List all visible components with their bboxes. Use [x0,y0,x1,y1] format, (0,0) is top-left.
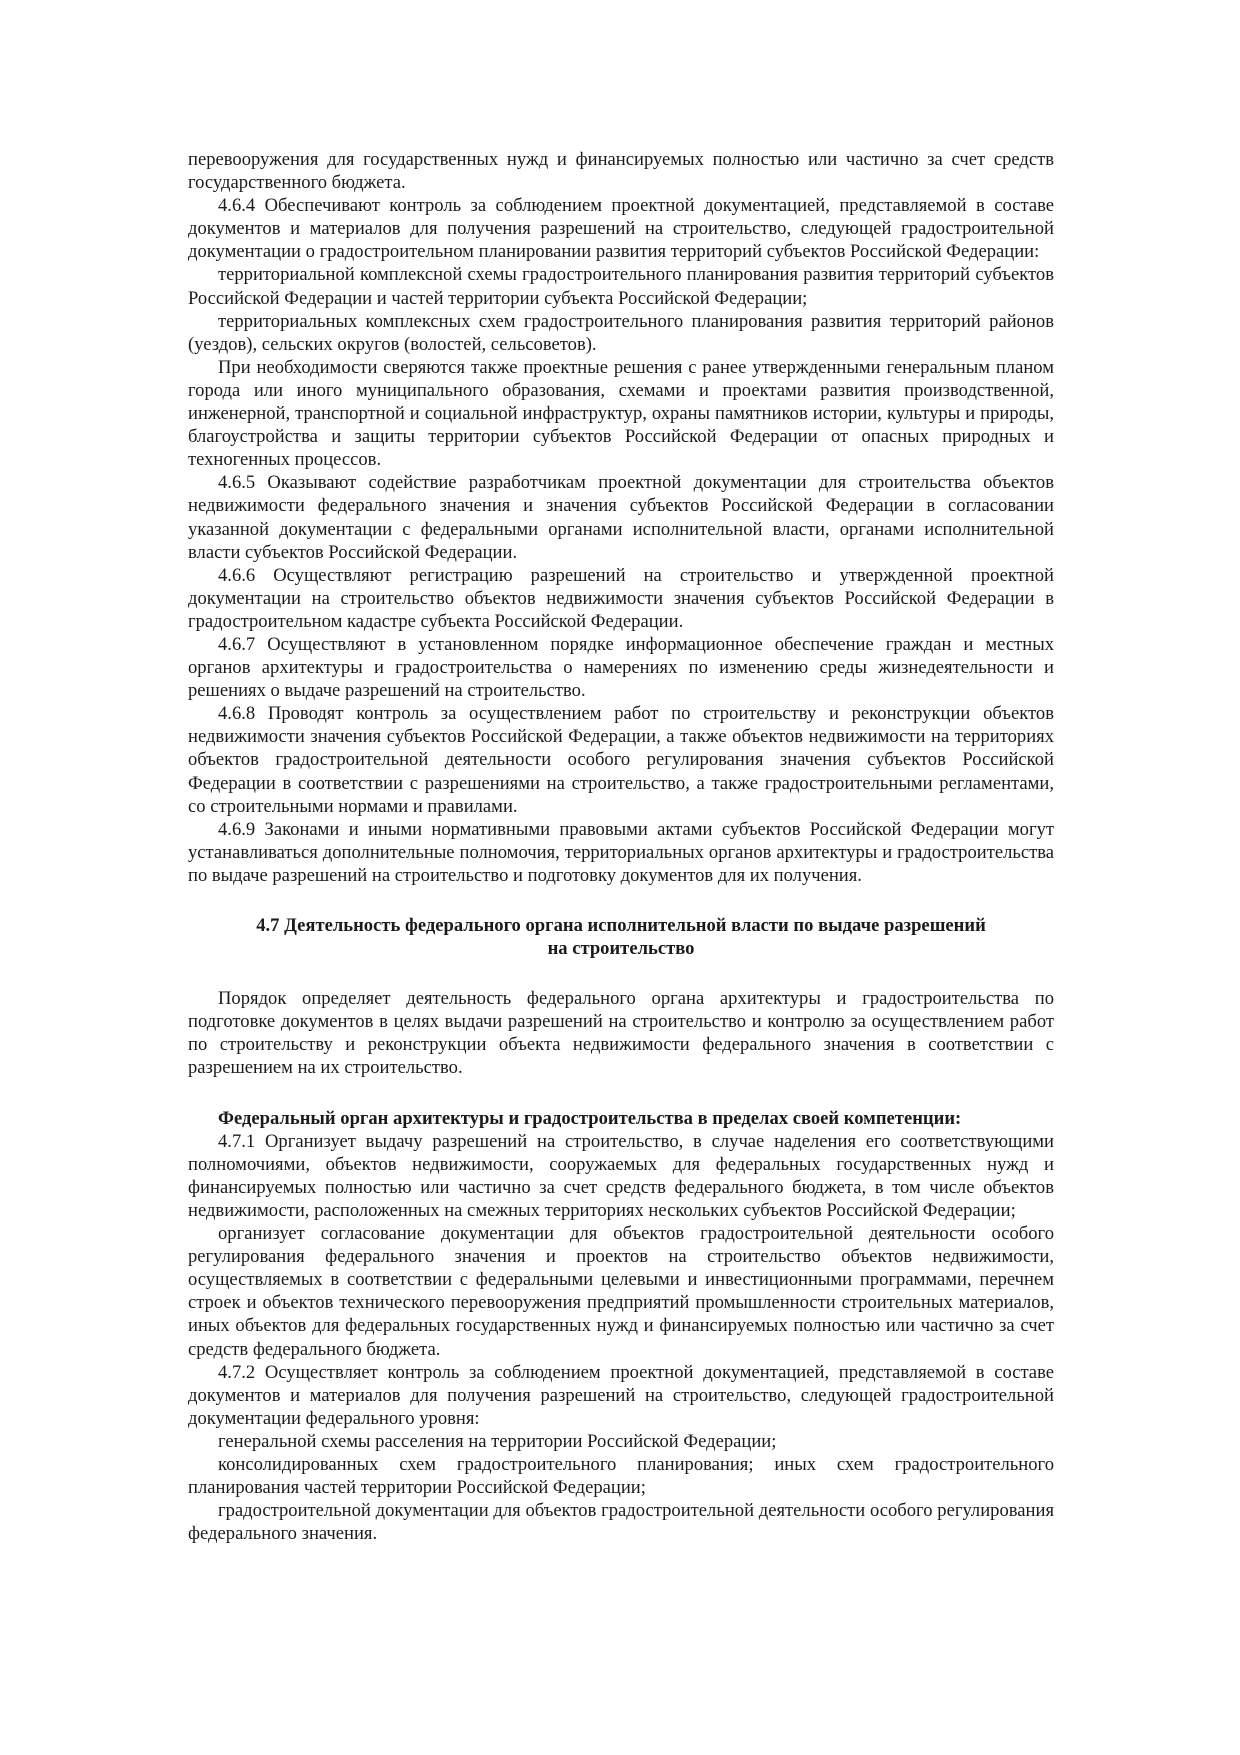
paragraph-note: При необходимости сверяются также проектные решения с ранее утвержденными генеральным планом города или иного муниципального образования, схемами и проектами развития производственной, инженерной, транспортной и социальной инфраструктур, охраны памятников истории, культуры и природы, благоустройства и защиты территории субъектов Российской Федерации от опасных природных и техногенных процессов. [188,356,1054,471]
paragraph-list-item: градостроительной документации для объектов градостроительной деятельности особого регулирования федерального значения. [188,1500,1054,1545]
section-heading-line2: на строительство [547,938,695,960]
paragraph-list-item: организует согласование документации для объектов градостроительной деятельности особого регулирования федерального значения и проектов на строительство объектов недвижимости, осуществляемых в соответствии с федеральными целевыми и инвестиционными программами, перечнем строек и объектов технического перевооружения предприятий промышленности строительных материалов, иных объектов для федеральных государственных нужд и финансируемых полностью или частично за счет средств федерального бюджета. [188,1223,1054,1360]
bold-subheading: Федеральный орган архитектуры и градостроительства в пределах своей компетенции: [218,1107,962,1129]
paragraph-intro: Порядок определяет деятельность федерального органа архитектуры и градостроительства по подготовке документов в целях выдачи разрешений на строительство и контролю за осуществлением работ по строительству и реконструкции объекта недвижимости федерального значения в соответствии с разрешением на их строительство. [188,988,1054,1079]
paragraph-4-6-4: 4.6.4 Обеспечивают контроль за соблюдением проектной документацией, представляемой в составе документов и материалов для получения разрешений на строительство, следующей градостроительной документации о градостроительном планировании развития территорий субъектов Российской Федерации: [188,195,1054,263]
paragraph-4-7-1: 4.7.1 Организует выдачу разрешений на строительство, в случае наделения его соответствующими полномочиями, объектов недвижимости, сооружаемых для федеральных государственных нужд и финансируемых полностью или частично за счет средств федерального бюджета, в том числе объектов недвижимости, расположенных на смежных территориях нескольких субъектов Российской Федерации; [188,1130,1054,1221]
paragraph-4-6-9: 4.6.9 Законами и иными нормативными правовыми актами субъектов Российской Федерации могут устанавливаться дополнительные полномочия, территориальных органов архитектуры и градостроительства по выдаче разрешений на строительство и подготовку документов для их получения. [188,818,1054,886]
paragraph-4-7-2: 4.7.2 Осуществляет контроль за соблюдением проектной документацией, представляемой в составе документов и материалов для получения разрешений на строительство, следующей градостроительной документации федерального уровня: [188,1361,1054,1429]
paragraph-list-item: территориальных комплексных схем градостроительного планирования развития территорий районов (уездов), сельских округов (волостей, сельсоветов). [188,310,1054,355]
paragraph-list-item: генеральной схемы расселения на территории Российской Федерации; [218,1430,777,1452]
paragraph-continuation: перевооружения для государственных нужд и финансируемых полностью или частично за счет средств государственного бюджета. [188,149,1054,194]
paragraph-list-item: консолидированных схем градостроительного планирования; иных схем градостроительного планирования частей территории Российской Федерации; [188,1453,1054,1499]
paragraph-4-6-7: 4.6.7 Осуществляют в установленном порядке информационное обеспечение граждан и местных органов архитектуры и градостроительства о намерениях по изменению среды жизнедеятельности и решениях о выдаче разрешений на строительство. [188,633,1054,702]
paragraph-list-item: территориальной комплексной схемы градостроительного планирования развития территорий субъектов Российской Федерации и частей территории субъекта Российской Федерации; [188,264,1054,309]
paragraph-4-6-6: 4.6.6 Осуществляют регистрацию разрешений на строительство и утвержденной проектной документации на строительство объектов недвижимости значения субъектов Российской Федерации в градостроительном кадастре субъекта Российской Федерации. [188,564,1054,632]
paragraph-4-6-8: 4.6.8 Проводят контроль за осуществлением работ по строительству и реконструкции объектов недвижимости значения субъектов Российской Федерации, а также объектов недвижимости на территориях объектов градостроительной деятельности особого регулирования значения субъектов Российской Федерации в соответствии с разрешениями на строительство, а также градостроительными регламентами, со строительными нормами и правилами. [188,703,1054,817]
section-heading [188,914,1054,960]
section-heading-line1: 4.7 Деятельность федерального органа исполнительной власти по выдаче разрешений [256,915,986,936]
document-page [188,148,1054,1545]
paragraph-4-6-5: 4.6.5 Оказывают содействие разработчикам проектной документации для строительства объектов недвижимости федерального значения и значения субъектов Российской Федерации в согласовании указанной документации с федеральными органами исполнительной власти, органами исполнительной власти субъектов Российской Федерации. [188,472,1054,563]
